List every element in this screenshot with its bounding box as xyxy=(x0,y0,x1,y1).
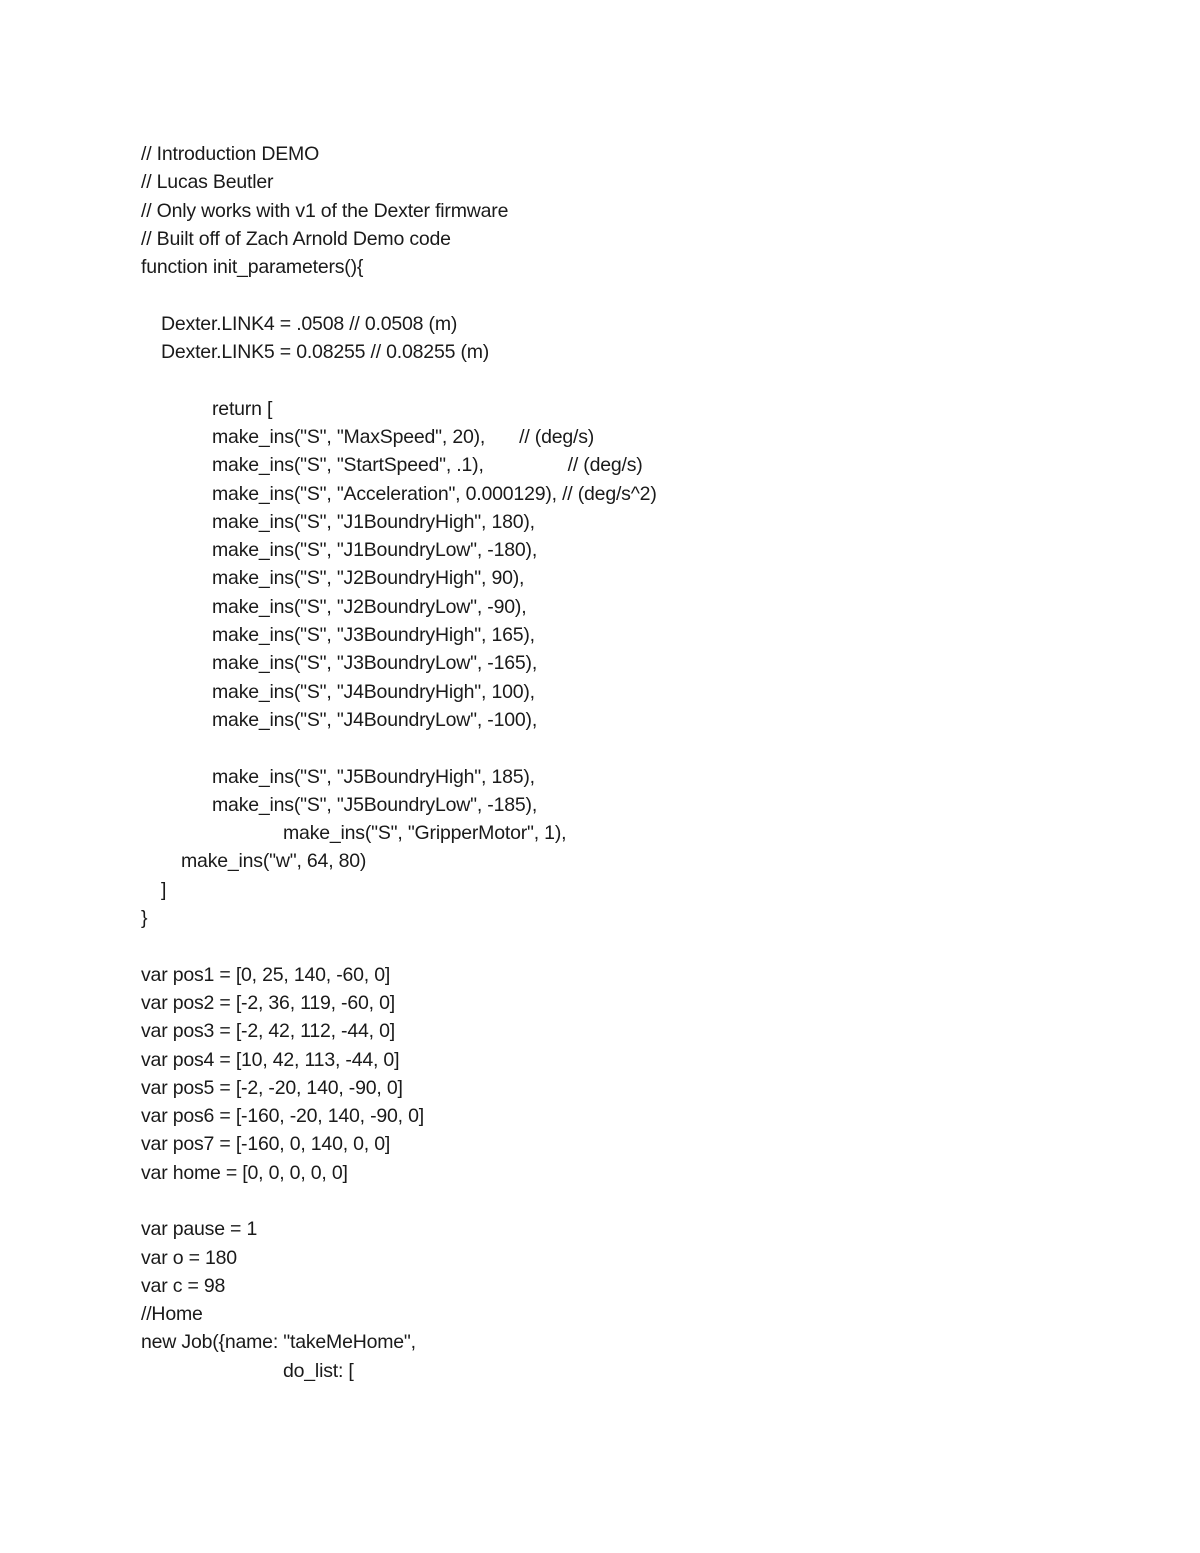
code-line: return [ xyxy=(212,397,273,420)
code-line: make_ins("S", "J1BoundryHigh", 180), xyxy=(212,510,535,533)
code-line: make_ins("S", "J1BoundryLow", -180), xyxy=(212,539,538,562)
code-line: do_list: [ xyxy=(283,1359,354,1382)
comment-line: //Home xyxy=(141,1303,203,1326)
code-text: make_ins("S", "MaxSpeed", 20), xyxy=(212,425,486,448)
code-line: make_ins("w", 64, 80) xyxy=(181,850,367,873)
code-line xyxy=(141,451,1141,479)
variable-line: var pos5 = [-2, -20, 140, -90, 0] xyxy=(141,1076,403,1099)
function-declaration-line: function init_parameters(){ xyxy=(141,256,364,279)
blank-line xyxy=(141,281,1141,309)
code-line: make_ins("S", "J3BoundryHigh", 165), xyxy=(212,624,535,647)
variable-line: var pause = 1 xyxy=(141,1218,258,1241)
code-line: make_ins("S", "J2BoundryLow", -90), xyxy=(212,595,527,618)
code-line: } xyxy=(141,907,148,930)
code-line: make_ins("S", "J3BoundryLow", -165), xyxy=(212,652,538,675)
code-line: make_ins("S", "Acceleration", 0.000129), // (deg/s^2) xyxy=(212,482,657,505)
variable-line: var pos6 = [-160, -20, 140, -90, 0] xyxy=(141,1105,424,1128)
code-text: make_ins("S", "StartSpeed", .1), xyxy=(212,454,484,477)
inline-comment: // (deg/s) xyxy=(519,425,595,448)
code-line: make_ins("S", "J4BoundryHigh", 100), xyxy=(212,680,535,703)
blank-line xyxy=(141,1187,1141,1215)
blank-line xyxy=(141,366,1141,394)
variable-line: var c = 98 xyxy=(141,1274,226,1297)
variable-line: var pos3 = [-2, 42, 112, -44, 0] xyxy=(141,1020,395,1043)
code-line: make_ins("S", "J2BoundryHigh", 90), xyxy=(212,567,525,590)
inline-comment: // (deg/s) xyxy=(567,454,643,477)
code-line: new Job({name: "takeMeHome", xyxy=(141,1331,416,1354)
code-line xyxy=(141,423,1141,451)
variable-line: var pos1 = [0, 25, 140, -60, 0] xyxy=(141,963,391,986)
variable-line: var pos4 = [10, 42, 113, -44, 0] xyxy=(141,1048,400,1071)
variable-line: var pos2 = [-2, 36, 119, -60, 0] xyxy=(141,991,395,1014)
code-line: make_ins("S", "GripperMotor", 1), xyxy=(283,822,567,845)
variable-line: var home = [0, 0, 0, 0, 0] xyxy=(141,1161,348,1184)
code-line: make_ins("S", "J5BoundryLow", -185), xyxy=(212,793,538,816)
comment-line: // Built off of Zach Arnold Demo code xyxy=(141,227,451,250)
blank-line xyxy=(141,932,1141,960)
comment-line: // Introduction DEMO xyxy=(141,143,320,165)
code-line: Dexter.LINK5 = 0.08255 // 0.08255 (m) xyxy=(161,341,490,364)
comment-line: // Lucas Beutler xyxy=(141,171,274,194)
code-line: Dexter.LINK4 = .0508 // 0.0508 (m) xyxy=(161,312,458,335)
code-line: make_ins("S", "J4BoundryLow", -100), xyxy=(212,708,538,731)
code-line: make_ins("S", "J5BoundryHigh", 185), xyxy=(212,765,535,788)
variable-line: var o = 180 xyxy=(141,1246,237,1269)
comment-line: // Only works with v1 of the Dexter firmware xyxy=(141,199,509,222)
code-line: ] xyxy=(161,878,167,901)
variable-line: var pos7 = [-160, 0, 140, 0, 0] xyxy=(141,1133,391,1156)
blank-line xyxy=(141,734,1141,762)
code-listing xyxy=(141,140,1141,1385)
